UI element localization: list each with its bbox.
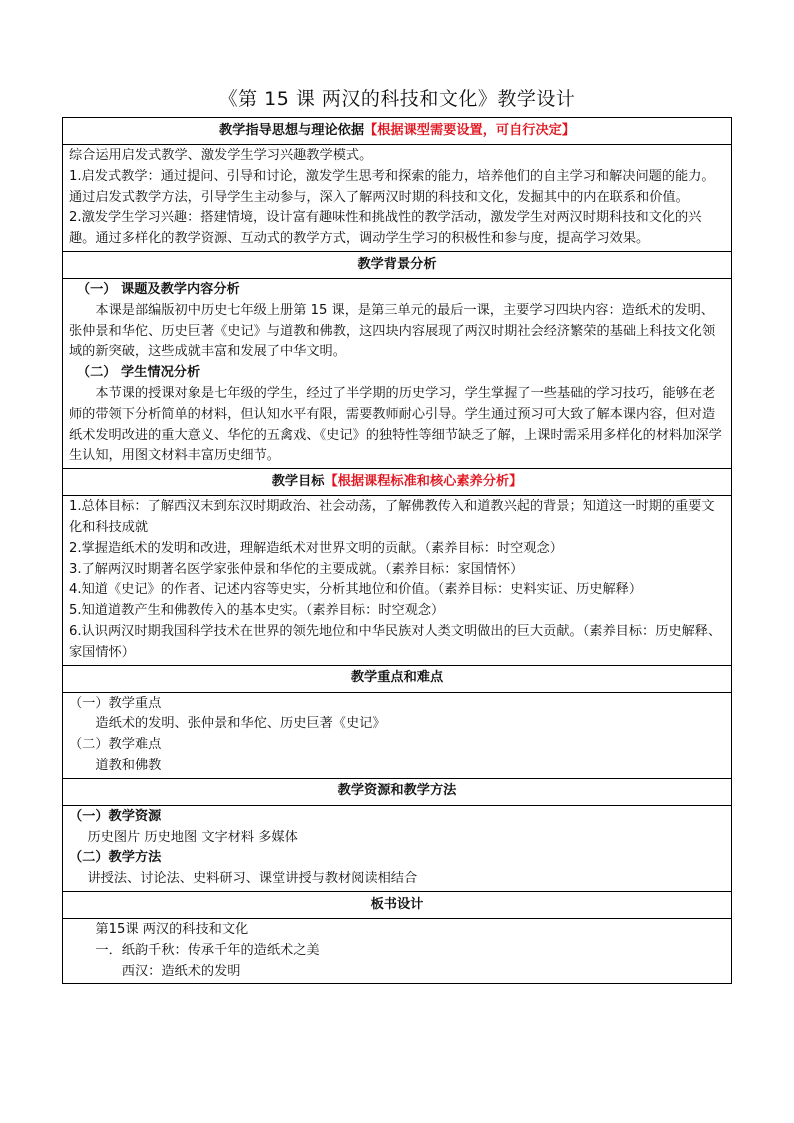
section-header-row [63,251,732,278]
section-body-board-design [63,918,732,983]
section-header-background: 教学背景分析 [63,251,732,278]
board-line: 第15课 两汉的科技和文化 [95,921,249,937]
objective-item: 2.掌握造纸术的发明和改进，理解造纸术对世界文明的贡献。（素养目标：时空观念） [69,540,563,556]
objective-item: 3.了解两汉时期著名医学家张仲景和华佗的主要成就。（素养目标：家国情怀） [69,561,524,577]
subheading: （一） 课题及教学内容分析 [76,281,240,297]
header-text: 教学目标 [271,473,325,489]
section-header-row [63,891,732,918]
section-body-objectives [63,496,732,665]
header-note: 【根据课程标准和核心素养分析】 [324,473,523,489]
objective-item: 6.认识两汉时期我国科学技术在世界的领先地位和中华民族对人类文明做出的巨大贡献。（素养目标：历史解释、家国情怀） [69,623,722,660]
section-body-row [63,805,732,891]
subheading: （二）教学难点 [69,737,162,753]
paragraph: 讲授法、讨论法、史料研习、课堂讲授与教材阅读相结合 [87,871,418,887]
objective-item: 5.知道道教产生和佛教传入的基本史实。（素养目标：时空观念） [69,603,445,619]
section-header-row [63,665,732,692]
section-body-background [63,278,732,468]
board-line: 一．纸韵千秋：传承千年的造纸术之美 [95,942,320,958]
subheading: （二）教学方法 [69,850,162,866]
subheading: （一）教学资源 [69,808,162,824]
section-header-key-points: 教学重点和难点 [63,665,732,692]
section-body-row [63,278,732,468]
objective-item: 4.知道《史记》的作者、记述内容等史实，分析其地位和价值。（素养目标：史料实证、历史解释） [69,582,643,598]
section-header-objectives [63,469,732,496]
board-line: 西汉：造纸术的发明 [121,963,241,979]
paragraph: 道教和佛教 [95,757,162,773]
section-header-board-design: 板书设计 [63,891,732,918]
section-body-resources [63,805,732,891]
paragraph: 历史图片 历史地图 文字材料 多媒体 [87,829,298,845]
paragraph: 本节课的授课对象是七年级的学生，经过了半学期的历史学习，学生掌握了一些基础的学习技巧，能够在老师的带领下分析简单的材料，但认知水平有限，需要教师耐心引导。学生通过预习可大致了解本课内容，但对造纸术发明改进的重大意义、华佗的五禽戏、《史记》的独特性等细节缺乏了解，上课时需采用多样化的材料加深学生认知，用图文材料丰富历史细节。 [69,385,722,464]
paragraph: 1.启发式教学：通过提问、引导和讨论，激发学生思考和探索的能力，培养他们的自主学习和解决问题的能力。通过启发式教学方法，引导学生主动参与，深入了解两汉时期的科技和文化，发掘其中的内在联系和价值。 [69,168,715,205]
document-title: 《第 15 课 两汉的科技和文化》教学设计 [218,88,576,110]
section-body-row [63,692,732,778]
objective-item: 1.总体目标：了解西汉末到东汉时期政治、社会动荡，了解佛教传入和道教兴起的背景；知道这一时期的重要文化和科技成就 [69,499,715,535]
section-header-row [63,778,732,805]
section-body-row [63,918,732,983]
section-body-guiding-thought [63,145,732,252]
section-body-row [63,496,732,665]
section-header-row [63,118,732,145]
section-header-row [63,469,732,496]
section-body-row [63,145,732,252]
lesson-plan-table [62,117,732,984]
section-header-resources: 教学资源和教学方法 [63,778,732,805]
header-text: 教学指导思想与理论依据 [218,122,365,138]
paragraph: 造纸术的发明、张仲景和华佗、历史巨著《史记》 [95,716,386,732]
paragraph: 本课是部编版初中历史七年级上册第 15 课，是第三单元的最后一课，主要学习四块内容：造纸术的发明、张仲景和华佗、历史巨著《史记》与道教和佛教，这四块内容展现了两汉时期社会经济繁荣的基础上科技文化领域的新突破，这些成就丰富和发展了中华文明。 [69,302,716,360]
subheading: （一）教学重点 [69,695,162,711]
subheading: （二） 学生情况分析 [76,365,201,381]
paragraph: 2.激发学生学习兴趣：搭建情境，设计富有趣味性和挑战性的教学活动，激发学生对两汉时期科技和文化的兴趣。通过多样化的教学资源、互动式的教学方式，调动学生学习的积极性和参与度，提高学习效果。 [69,210,702,247]
section-body-key-points [63,692,732,778]
header-note: 【根据课型需要设置，可自行决定】 [364,122,576,138]
section-header-guiding-thought [63,118,732,145]
paragraph: 综合运用启发式教学、激发学生学习兴趣教学模式。 [69,148,373,163]
